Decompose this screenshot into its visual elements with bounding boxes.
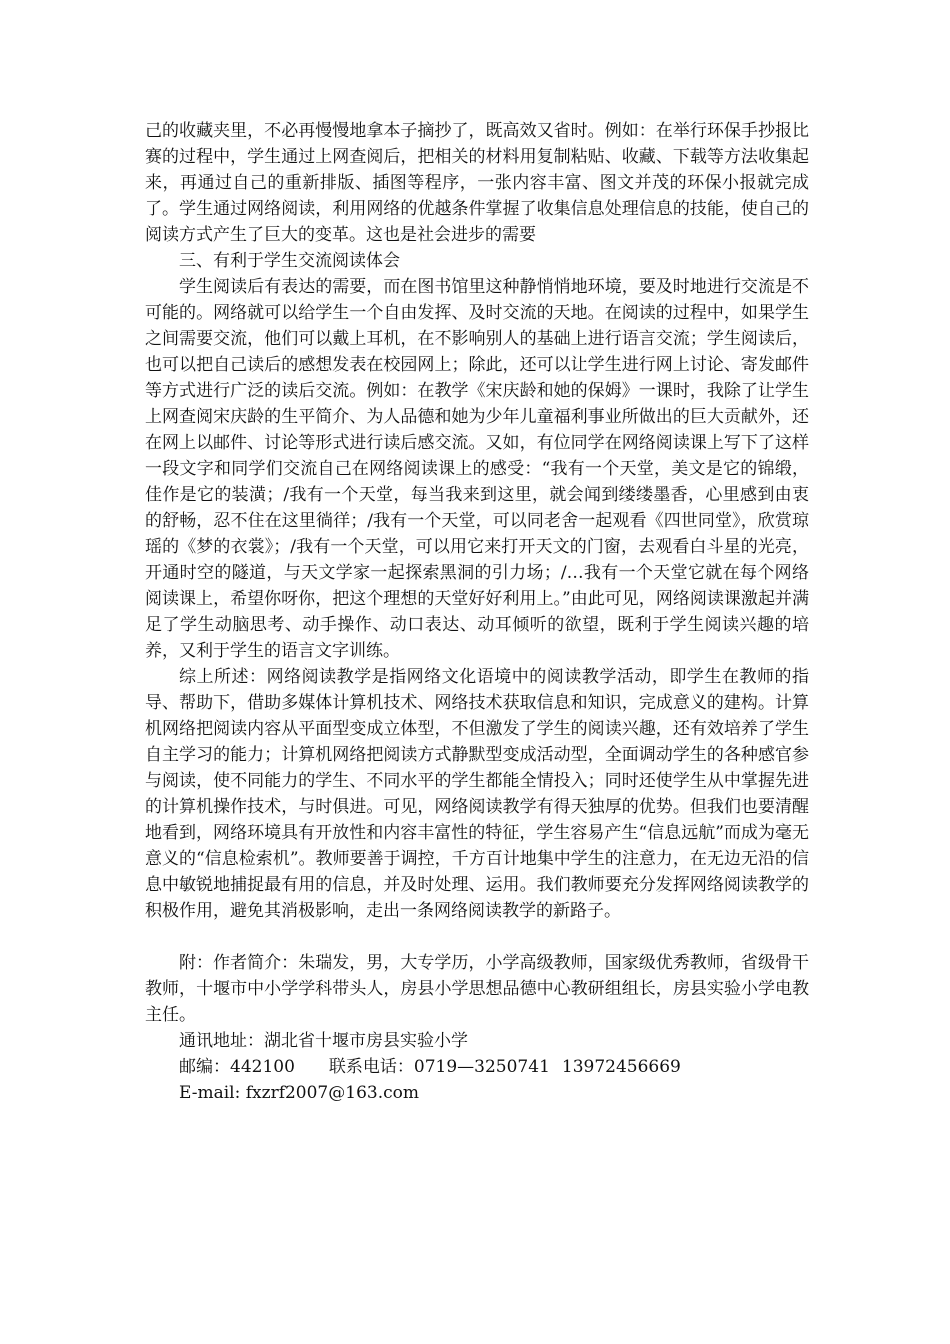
postcode: 邮编：442100 <box>179 1057 295 1077</box>
contact-address: 通讯地址：湖北省十堰市房县实验小学 <box>179 1031 468 1051</box>
contact-phone-line <box>145 1054 809 1080</box>
paragraph-summary: 综上所述：网络阅读教学是指网络文化语境中的阅读教学活动，即学生在教师的指导、帮助下，借助多媒体计算机技术、网络技术获取信息和知识，完成意义的建构。计算机网络把阅读内容从平面型变成立体型，不但激发了学生的阅读兴趣，还有效培养了学生自主学习的能力；计算机网络把阅读方式静默型变成活动型，全面调动学生的各种感官参与阅读，使不同能力的学生、不同水平的学生都能全情投入；同时还使学生从中掌握先进的计算机操作技术，与时俱进。可见，网络阅读教学有得天独厚的优势。但我们也要清醒地看到，网络环境具有开放性和内容丰富性的特征，学生容易产生“信息远航”而成为毫无意义的“信息检索机”。教师要善于调控，千方百计地集中学生的注意力，在无边无沿的信息中敏锐地捕捉最有用的信息，并及时处理、运用。我们教师要充分发挥网络阅读教学的积极作用，避免其消极影响，走出一条网络阅读教学的新路子。 <box>145 667 809 921</box>
contact-email[interactable]: E-mail: fxzrf2007@163.com <box>179 1083 419 1103</box>
document-page <box>145 118 809 1106</box>
author-bio: 附：作者简介：朱瑞发，男，大专学历，小学高级教师，国家级优秀教师，省级骨干教师，十堰市中小学学科带头人，房县小学思想品德中心教研组组长，房县实验小学电教主任。 <box>145 953 809 1025</box>
section-heading: 三、有利于学生交流阅读体会 <box>179 251 400 271</box>
blank-line <box>145 924 809 950</box>
paragraph-exchange: 学生阅读后有表达的需要，而在图书馆里这种静悄悄地环境，要及时地进行交流是不可能的。网络就可以给学生一个自由发挥、及时交流的天地。在阅读的过程中，如果学生之间需要交流，他们可以戴上耳机，在不影响别人的基础上进行语言交流；学生阅读后，也可以把自己读后的感想发表在校园网上；除此，还可以让学生进行网上讨论、寄发邮件等方式进行广泛的读后交流。例如：在教学《宋庆龄和她的保姆》一课时，我除了让学生上网查阅宋庆龄的生平简介、为人品德和她为少年儿童福利事业所做出的巨大贡献外，还在网上以邮件、讨论等形式进行读后感交流。又如，有位同学在网络阅读课上写下了这样一段文字和同学们交流自己在网络阅读课上的感受：“我有一个天堂，美文是它的锦缎，佳作是它的装潢；/我有一个天堂，每当我来到这里，就会闻到缕缕墨香，心里感到由衷的舒畅，忍不住在这里徜徉；/我有一个天堂，可以同老舍一起观看《四世同堂》，欣赏琼瑶的《梦的衣裳》；/我有一个天堂，可以用它来打开天文的门窗，去观看白斗星的光亮，开通时空的隧道，与天文学家一起探索黑洞的引力场；/…我有一个天堂它就在每个网络阅读课上，希望你呀你，把这个理想的天堂好好利用上。”由此可见，网络阅读课激起并满足了学生动脑思考、动手操作、动口表达、动耳倾听的欲望，既利于学生阅读兴趣的培养，又利于学生的语言文字训练。 <box>145 277 809 661</box>
phone-number: 联系电话：0719—3250741 <box>328 1057 550 1077</box>
mobile-number: 13972456669 <box>561 1057 681 1077</box>
paragraph-continued: 己的收藏夹里，不必再慢慢地拿本子摘抄了，既高效又省时。例如：在举行环保手抄报比赛的过程中，学生通过上网查阅后，把相关的材料用复制粘贴、收藏、下载等方法收集起来，再通过自己的重新排版、插图等程序，一张内容丰富、图文并茂的环保小报就完成了。学生通过网络阅读，利用网络的优越条件掌握了收集信息处理信息的技能，使自己的阅读方式产生了巨大的变革。这也是社会进步的需要 <box>145 121 809 245</box>
